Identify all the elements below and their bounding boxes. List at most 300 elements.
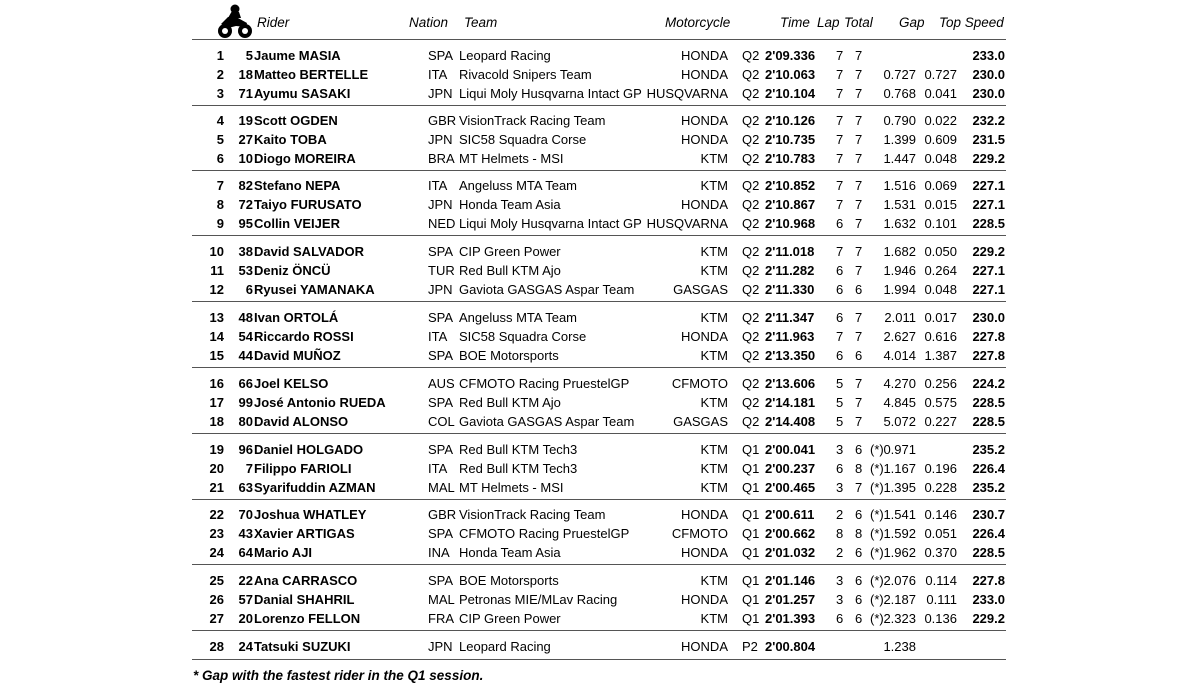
position: 27: [209, 610, 224, 626]
q1-note: (*): [870, 479, 884, 495]
table-row: [0, 544, 1200, 563]
total-laps: 6: [855, 591, 863, 607]
top-speed: 229.2: [972, 150, 1005, 166]
nation-code: SPA: [428, 394, 454, 410]
group-divider: [192, 433, 1006, 434]
position: 11: [210, 262, 224, 278]
top-speed: 228.5: [972, 413, 1005, 429]
rider-number: 38: [238, 244, 253, 259]
position: 16: [209, 376, 224, 391]
table-row: [0, 262, 1200, 281]
table-row: [0, 525, 1200, 544]
position: 21: [209, 479, 224, 495]
total-laps: 6: [855, 347, 863, 363]
top-speed: 231.5: [972, 131, 1005, 147]
header-time: Time: [780, 15, 810, 30]
motorcycle: KTM: [700, 460, 728, 476]
group-divider: [192, 235, 1006, 236]
lap-number: 7: [836, 48, 844, 63]
team-name: Liqui Moly Husqvarna Intact GP: [459, 85, 642, 101]
position: 12: [209, 281, 224, 297]
gap-to-previous: 0.727: [924, 66, 957, 82]
lap-time: 2'00.611: [765, 507, 815, 522]
nation-code: TUR: [428, 262, 455, 278]
top-speed: 228.5: [972, 544, 1005, 560]
gap-to-first: 4.014: [883, 347, 916, 363]
position: 9: [216, 215, 224, 231]
total-laps: 7: [855, 310, 863, 325]
lap-time: 2'10.104: [765, 85, 816, 101]
group-divider: [192, 499, 1006, 500]
rider-number: 5: [245, 48, 253, 63]
top-speed: 227.1: [972, 196, 1005, 212]
total-laps: 7: [855, 413, 863, 429]
q1-note: (*): [870, 591, 884, 607]
lap-number: 7: [836, 150, 844, 166]
q1-note: (*): [870, 525, 884, 541]
position: 4: [216, 113, 224, 128]
gap-to-first: 2.011: [884, 310, 916, 325]
lap-time: 2'00.662: [765, 525, 816, 541]
lap-time: 2'14.181: [765, 394, 816, 410]
table-row: [0, 177, 1200, 196]
motorcycle: HUSQVARNA: [646, 215, 728, 231]
top-speed: 233.0: [972, 48, 1005, 63]
gap-to-previous: 1.387: [924, 347, 957, 363]
gap-to-first: 2.323: [883, 610, 916, 626]
lap-number: 6: [836, 281, 844, 297]
position: 2: [216, 66, 224, 82]
rider-name: Scott OGDEN: [254, 113, 338, 128]
motorcycle: KTM: [700, 347, 728, 363]
lap-time: 2'11.282: [765, 262, 815, 278]
table-row: [0, 441, 1200, 460]
nation-code: SPA: [428, 310, 454, 325]
motorcycle: CFMOTO: [671, 525, 728, 541]
position: 8: [216, 196, 224, 212]
total-laps: 7: [855, 215, 863, 231]
motorcycle: HONDA: [681, 66, 728, 82]
rider-name: David ALONSO: [254, 413, 349, 429]
lap-number: 7: [836, 113, 844, 128]
nation-code: SPA: [428, 442, 454, 457]
rider-name: José Antonio RUEDA: [254, 394, 386, 410]
q1-note: (*): [870, 544, 884, 560]
team-name: SIC58 Squadra Corse: [459, 328, 587, 344]
position: 17: [209, 394, 224, 410]
rider-number: 71: [238, 85, 253, 101]
rider-number: 57: [238, 591, 253, 607]
q1-note: (*): [870, 573, 884, 588]
rider-number: 43: [238, 525, 253, 541]
lap-number: 7: [836, 328, 844, 344]
total-laps: 8: [855, 525, 863, 541]
gap-to-previous: 0.041: [924, 85, 957, 101]
team-name: Leopard Racing: [459, 48, 551, 63]
rider-number: 72: [238, 196, 253, 212]
team-name: CFMOTO Racing PruestelGP: [459, 525, 630, 541]
rider-number: 6: [245, 281, 253, 297]
motorcycle: HONDA: [681, 196, 728, 212]
position: 1: [216, 48, 224, 63]
lap-time: 2'10.735: [765, 131, 816, 147]
motorcycle: KTM: [700, 573, 728, 588]
q1-note: (*): [870, 610, 884, 626]
nation-code: JPN: [428, 639, 453, 654]
rider-number: 22: [238, 573, 253, 588]
position: 5: [216, 131, 224, 147]
motorcycle: HONDA: [681, 591, 728, 607]
lap-time: 2'10.063: [765, 66, 816, 82]
rider-name: David MUÑOZ: [254, 347, 341, 363]
total-laps: 7: [855, 48, 863, 63]
table-row: [0, 328, 1200, 347]
total-laps: 7: [855, 131, 863, 147]
table-row: [0, 243, 1200, 262]
total-laps: 8: [855, 460, 863, 476]
session: Q2: [742, 150, 760, 166]
team-name: MT Helmets - MSI: [459, 479, 564, 495]
nation-code: ITA: [428, 460, 448, 476]
top-speed: 228.5: [972, 394, 1005, 410]
lap-number: 5: [836, 376, 844, 391]
lap-number: 7: [836, 178, 844, 193]
nation-code: JPN: [428, 131, 453, 147]
gap-to-first: 0.790: [883, 113, 916, 128]
gap-to-first: 1.632: [883, 215, 916, 231]
rider-name: Tatsuki SUZUKI: [254, 639, 351, 654]
gap-to-previous: 0.256: [924, 376, 957, 391]
rider-name: Ayumu SASAKI: [254, 85, 351, 101]
gap-to-previous: 0.048: [924, 281, 957, 297]
lap-number: 7: [836, 196, 844, 212]
team-name: Gaviota GASGAS Aspar Team: [459, 413, 635, 429]
rider-number: 70: [238, 507, 253, 522]
header-total: Total: [844, 15, 873, 30]
lap-number: 6: [836, 460, 844, 476]
nation-code: GBR: [428, 507, 457, 522]
total-laps: 7: [855, 196, 863, 212]
gap-to-previous: 0.136: [924, 610, 957, 626]
nation-code: INA: [428, 544, 450, 560]
position: 23: [209, 525, 224, 541]
rider-name: Riccardo ROSSI: [254, 328, 354, 344]
nation-code: JPN: [428, 85, 453, 101]
table-row: [0, 638, 1200, 657]
rider-name: Kaito TOBA: [254, 131, 327, 147]
top-speed: 233.0: [972, 591, 1005, 607]
rider-name: Jaume MASIA: [254, 48, 341, 63]
lap-number: 3: [836, 573, 844, 588]
session: Q2: [742, 281, 760, 297]
position: 13: [209, 310, 224, 325]
lap-time: 2'13.350: [765, 347, 816, 363]
gap-to-previous: 0.228: [924, 479, 957, 495]
lap-time: 2'00.237: [765, 460, 816, 476]
rider-number: 48: [238, 310, 253, 325]
table-row: [0, 572, 1200, 591]
motorcycle: HONDA: [681, 113, 728, 128]
total-laps: 7: [855, 262, 863, 278]
top-speed: 227.1: [972, 281, 1005, 297]
nation-code: ITA: [428, 328, 448, 344]
gap-to-first: 1.167: [883, 460, 916, 476]
nation-code: SPA: [428, 525, 454, 541]
rider-number: 80: [238, 413, 253, 429]
top-speed: 230.0: [972, 66, 1005, 82]
table-row: [0, 150, 1200, 169]
team-name: Honda Team Asia: [459, 196, 561, 212]
motorcycle: HONDA: [681, 507, 728, 522]
table-row: [0, 347, 1200, 366]
team-name: SIC58 Squadra Corse: [459, 131, 587, 147]
lap-time: 2'11.963: [765, 328, 815, 344]
session: Q2: [742, 244, 760, 259]
rider-number: 44: [238, 347, 253, 363]
motorcycle: HONDA: [681, 544, 728, 560]
rider-number: 27: [238, 131, 253, 147]
total-laps: 6: [855, 507, 863, 522]
table-row: [0, 394, 1200, 413]
session: Q1: [742, 544, 760, 560]
top-speed: 229.2: [972, 244, 1005, 259]
table-row: [0, 112, 1200, 131]
rider-name: Collin VEIJER: [254, 215, 340, 231]
session: Q1: [742, 479, 760, 495]
nation-code: COL: [428, 413, 455, 429]
lap-time: 2'00.804: [765, 639, 816, 654]
total-laps: 7: [855, 244, 863, 259]
gap-to-previous: 0.048: [924, 150, 957, 166]
gap-to-previous: 0.146: [924, 507, 957, 522]
header-gap: Gap: [899, 15, 925, 30]
position: 14: [209, 328, 224, 344]
gap-to-previous: 0.196: [924, 460, 957, 476]
team-name: Angeluss MTA Team: [459, 178, 578, 193]
lap-number: 2: [836, 507, 844, 522]
nation-code: MAL: [428, 479, 455, 495]
top-speed: 226.4: [972, 460, 1005, 476]
gap-to-previous: 0.050: [924, 244, 957, 259]
team-name: Liqui Moly Husqvarna Intact GP: [459, 215, 642, 231]
lap-time: 2'10.126: [765, 113, 816, 128]
table-row: [0, 413, 1200, 432]
header-team: Team: [464, 15, 498, 30]
rider-name: David SALVADOR: [254, 244, 365, 259]
position: 18: [209, 413, 224, 429]
top-speed: 227.1: [972, 178, 1005, 193]
team-name: CIP Green Power: [459, 610, 561, 626]
table-row: [0, 375, 1200, 394]
total-laps: 6: [855, 442, 863, 457]
table-row: [0, 506, 1200, 525]
session: P2: [742, 639, 758, 654]
lap-number: 6: [836, 262, 844, 278]
gap-to-previous: 0.101: [924, 215, 957, 231]
team-name: Gaviota GASGAS Aspar Team: [459, 281, 635, 297]
nation-code: BRA: [428, 150, 455, 166]
rider-number: 96: [238, 442, 253, 457]
team-name: CFMOTO Racing PruestelGP: [459, 376, 630, 391]
total-laps: 7: [855, 394, 863, 410]
rider-name: Taiyo FURUSATO: [254, 196, 362, 212]
total-laps: 6: [855, 544, 863, 560]
table-row: [0, 460, 1200, 479]
rider-number: 20: [238, 610, 253, 626]
rider-number: 82: [238, 178, 253, 193]
table-row: [0, 196, 1200, 215]
rider-name: Filippo FARIOLI: [254, 460, 352, 476]
nation-code: NED: [428, 215, 456, 231]
rider-name: Ivan ORTOLÁ: [254, 310, 339, 325]
team-name: Red Bull KTM Ajo: [459, 394, 561, 410]
q1-note: (*): [870, 507, 884, 522]
gap-to-first: 0.768: [883, 85, 916, 101]
lap-time: 2'01.257: [765, 591, 816, 607]
lap-number: 8: [836, 525, 844, 541]
motorcycle: CFMOTO: [671, 376, 728, 391]
team-name: Rivacold Snipers Team: [459, 66, 592, 82]
session: Q2: [742, 131, 760, 147]
session: Q1: [742, 507, 760, 522]
q1-note: (*): [870, 460, 884, 476]
header-divider: [192, 39, 1006, 40]
top-speed: 227.1: [972, 262, 1005, 278]
motorcycle: HONDA: [681, 48, 728, 63]
motorcycle: KTM: [700, 610, 728, 626]
lap-number: 6: [836, 310, 844, 325]
position: 24: [209, 544, 224, 560]
nation-code: ITA: [428, 178, 448, 193]
gap-to-first: 1.946: [883, 262, 916, 278]
gap-to-first: 1.682: [883, 244, 916, 259]
rider-number: 95: [238, 215, 253, 231]
rider-number: 18: [238, 66, 253, 82]
rider-number: 53: [238, 262, 253, 278]
team-name: VisionTrack Racing Team: [459, 507, 606, 522]
team-name: Red Bull KTM Tech3: [459, 460, 578, 476]
total-laps: 6: [855, 610, 863, 626]
top-speed: 235.2: [972, 442, 1005, 457]
position: 26: [209, 591, 224, 607]
lap-number: 7: [836, 244, 844, 259]
group-divider: [192, 564, 1006, 565]
lap-time: 2'11.330: [765, 281, 815, 297]
gap-to-first: 2.076: [883, 573, 916, 588]
motorcycle: KTM: [700, 150, 728, 166]
lap-time: 2'13.606: [765, 376, 816, 391]
rider-name: Danial SHAHRIL: [254, 591, 355, 607]
footnote: * Gap with the fastest rider in the Q1 session.: [193, 668, 484, 683]
team-name: Leopard Racing: [459, 639, 551, 654]
gap-to-previous: 0.051: [924, 525, 957, 541]
lap-time: 2'01.146: [765, 573, 816, 588]
top-speed: 228.5: [972, 215, 1005, 231]
rider-name: Stefano NEPA: [254, 178, 341, 193]
team-name: BOE Motorsports: [459, 347, 559, 363]
team-name: Honda Team Asia: [459, 544, 561, 560]
rider-name: Matteo BERTELLE: [254, 66, 369, 82]
lap-time: 2'11.347: [765, 310, 815, 325]
total-laps: 6: [855, 573, 863, 588]
nation-code: SPA: [428, 244, 454, 259]
header-motorcycle: Motorcycle: [665, 15, 731, 30]
table-row: [0, 85, 1200, 104]
gap-to-first: 1.531: [883, 196, 916, 212]
nation-code: SPA: [428, 573, 454, 588]
lap-time: 2'09.336: [765, 48, 816, 63]
motorcycle: KTM: [700, 479, 728, 495]
top-speed: 227.8: [972, 573, 1005, 588]
session: Q2: [742, 310, 760, 325]
lap-number: 7: [836, 66, 844, 82]
lap-number: 6: [836, 610, 844, 626]
team-name: BOE Motorsports: [459, 573, 559, 588]
gap-to-previous: 0.022: [924, 113, 957, 128]
total-laps: 7: [855, 178, 863, 193]
gap-to-first: 0.727: [883, 66, 916, 82]
total-laps: 7: [855, 113, 863, 128]
gap-to-first: 1.592: [883, 525, 916, 541]
top-speed: 232.2: [972, 113, 1005, 128]
total-laps: 6: [855, 281, 863, 297]
rider-name: Ana CARRASCO: [254, 573, 358, 588]
total-laps: 7: [855, 328, 863, 344]
top-speed: 224.2: [972, 376, 1005, 391]
team-name: Red Bull KTM Ajo: [459, 262, 561, 278]
lap-time: 2'10.783: [765, 150, 816, 166]
position: 25: [209, 573, 224, 588]
rider-number: 66: [238, 376, 253, 391]
lap-number: 6: [836, 215, 844, 231]
lap-time: 2'14.408: [765, 413, 816, 429]
total-laps: 7: [855, 85, 863, 101]
motorcycle: HONDA: [681, 131, 728, 147]
session: Q2: [742, 196, 760, 212]
top-speed: 226.4: [972, 525, 1005, 541]
rider-name: Lorenzo FELLON: [254, 610, 361, 626]
gap-to-first: 1.238: [883, 639, 916, 654]
gap-to-first: 1.447: [883, 150, 916, 166]
team-name: MT Helmets - MSI: [459, 150, 564, 166]
rider-number: 64: [238, 544, 253, 560]
team-name: Petronas MIE/MLav Racing: [459, 591, 618, 607]
motorcycle: GASGAS: [673, 413, 728, 429]
session: Q2: [742, 113, 760, 128]
gap-to-first: 2.187: [883, 591, 916, 607]
motorcycle: KTM: [700, 178, 728, 193]
nation-code: ITA: [428, 66, 448, 82]
session: Q2: [742, 394, 760, 410]
gap-to-first: 4.270: [883, 376, 916, 391]
rider-name: Ryusei YAMANAKA: [254, 281, 375, 297]
lap-time: 2'10.867: [765, 196, 816, 212]
top-speed: 227.8: [972, 328, 1005, 344]
session: Q2: [742, 328, 760, 344]
rider-name: Diogo MOREIRA: [254, 150, 356, 166]
lap-time: 2'10.852: [765, 178, 816, 193]
rider-name: Daniel HOLGADO: [254, 442, 364, 457]
header-top-speed: Top Speed: [939, 15, 1004, 30]
session: Q2: [742, 347, 760, 363]
session: Q2: [742, 85, 760, 101]
group-divider: [192, 367, 1006, 368]
lap-number: 3: [836, 442, 844, 457]
motorcycle: GASGAS: [673, 281, 728, 297]
gap-to-first: 1.395: [883, 479, 916, 495]
top-speed: 230.7: [972, 507, 1005, 522]
table-row: [0, 66, 1200, 85]
